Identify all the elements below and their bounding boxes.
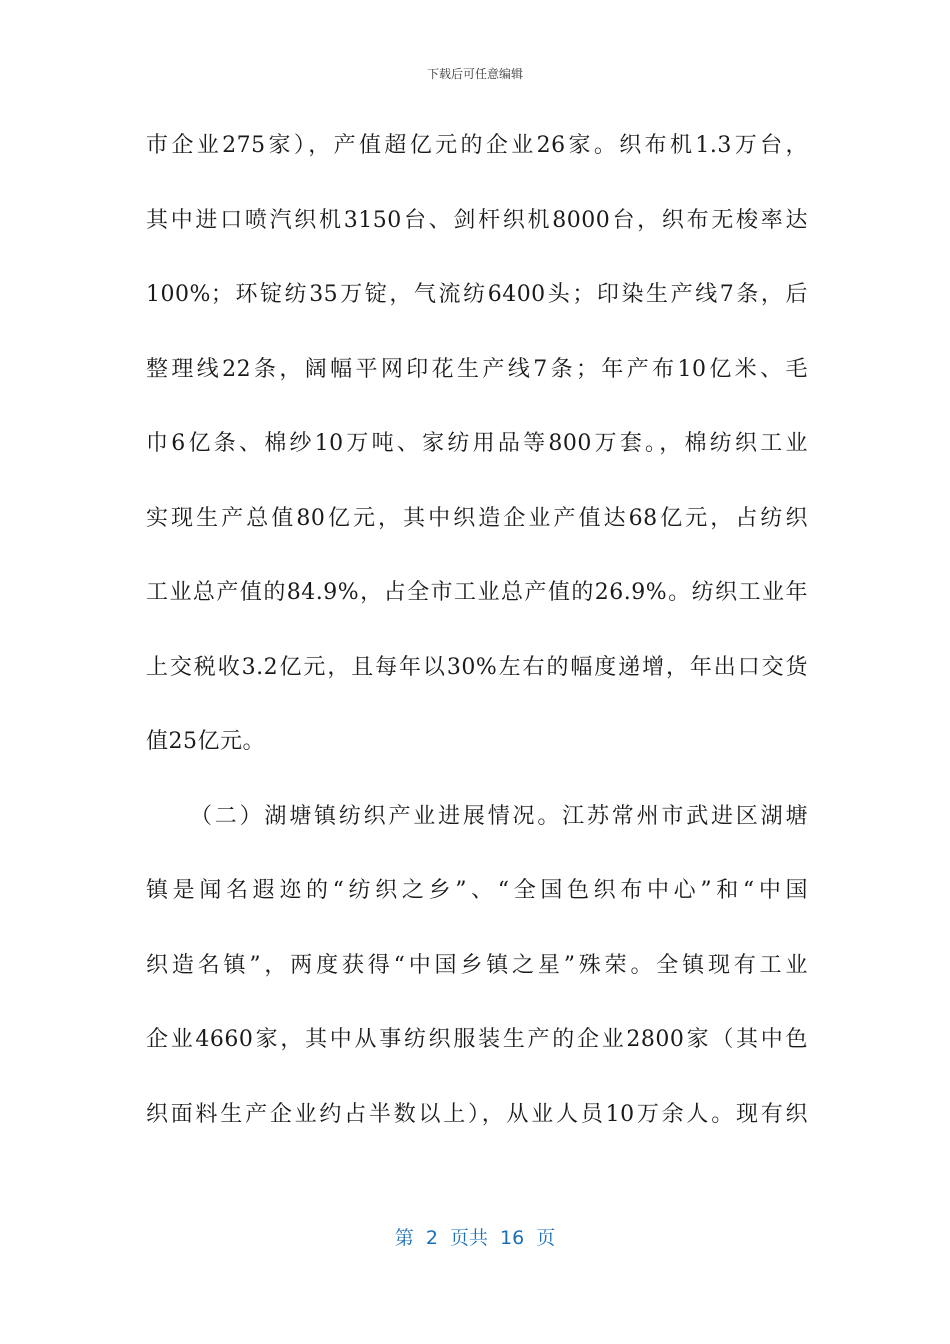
paragraph-1-line: 巿企业275家），产值超亿元的企业26家。织布机1.3万台， <box>146 133 808 158</box>
paragraph-2-first-line: （二）湖塘镇纺织产业进展情况。江苏常州市武进区湖塘 <box>190 803 808 829</box>
page-number-footer: 第 2 页共 16 页 <box>394 1227 556 1249</box>
paragraph-1-line: 整理线22条，阔幅平网印花生产线7条；年产布10亿米、毛 <box>146 356 808 382</box>
paragraph-1-last-line: 值25亿元。 <box>146 729 265 754</box>
paragraph-1-line: 巾6亿条、棉纱10万吨、家纺用品等800万套。，棉纺织工业 <box>146 431 808 456</box>
paragraph-2-line: 镇是闻名遐迩的“纺织之乡”、“全国色织布中心”和“中国 <box>146 878 808 903</box>
paragraph-1-line: 工业总产值的84.9%，占全市工业总产值的26.9%。纺织工业年 <box>146 580 808 605</box>
paragraph-1-line: 上交税收3.2亿元，且每年以30%左右的幅度递增，年出口交货 <box>146 654 808 680</box>
paragraph-1-line: 100%；环锭纺35万锭，气流纺6400头；印染生产线7条，后 <box>146 282 808 307</box>
paragraph-2-line: 织造名镇”，两度获得“中国乡镇之星”殊荣。全镇现有工业 <box>146 952 808 978</box>
document-body <box>146 128 808 1171</box>
paragraph-2-line: 企业4660家，其中从事纺织服装生产的企业2800家（其中色 <box>146 1027 808 1052</box>
page-header-note: 下载后可任意编辑 <box>426 67 523 81</box>
paragraph-1-line: 其中进口喷汽织机3150台、剑杆织机8000台，织布无梭率达 <box>146 207 808 233</box>
paragraph-2-line: 织面料生产企业约占半数以上），从业人员10万余人。现有织 <box>146 1101 808 1127</box>
paragraph-1-line: 实现生产总值80亿元，其中织造企业产值达68亿元，占纺织 <box>146 505 808 531</box>
